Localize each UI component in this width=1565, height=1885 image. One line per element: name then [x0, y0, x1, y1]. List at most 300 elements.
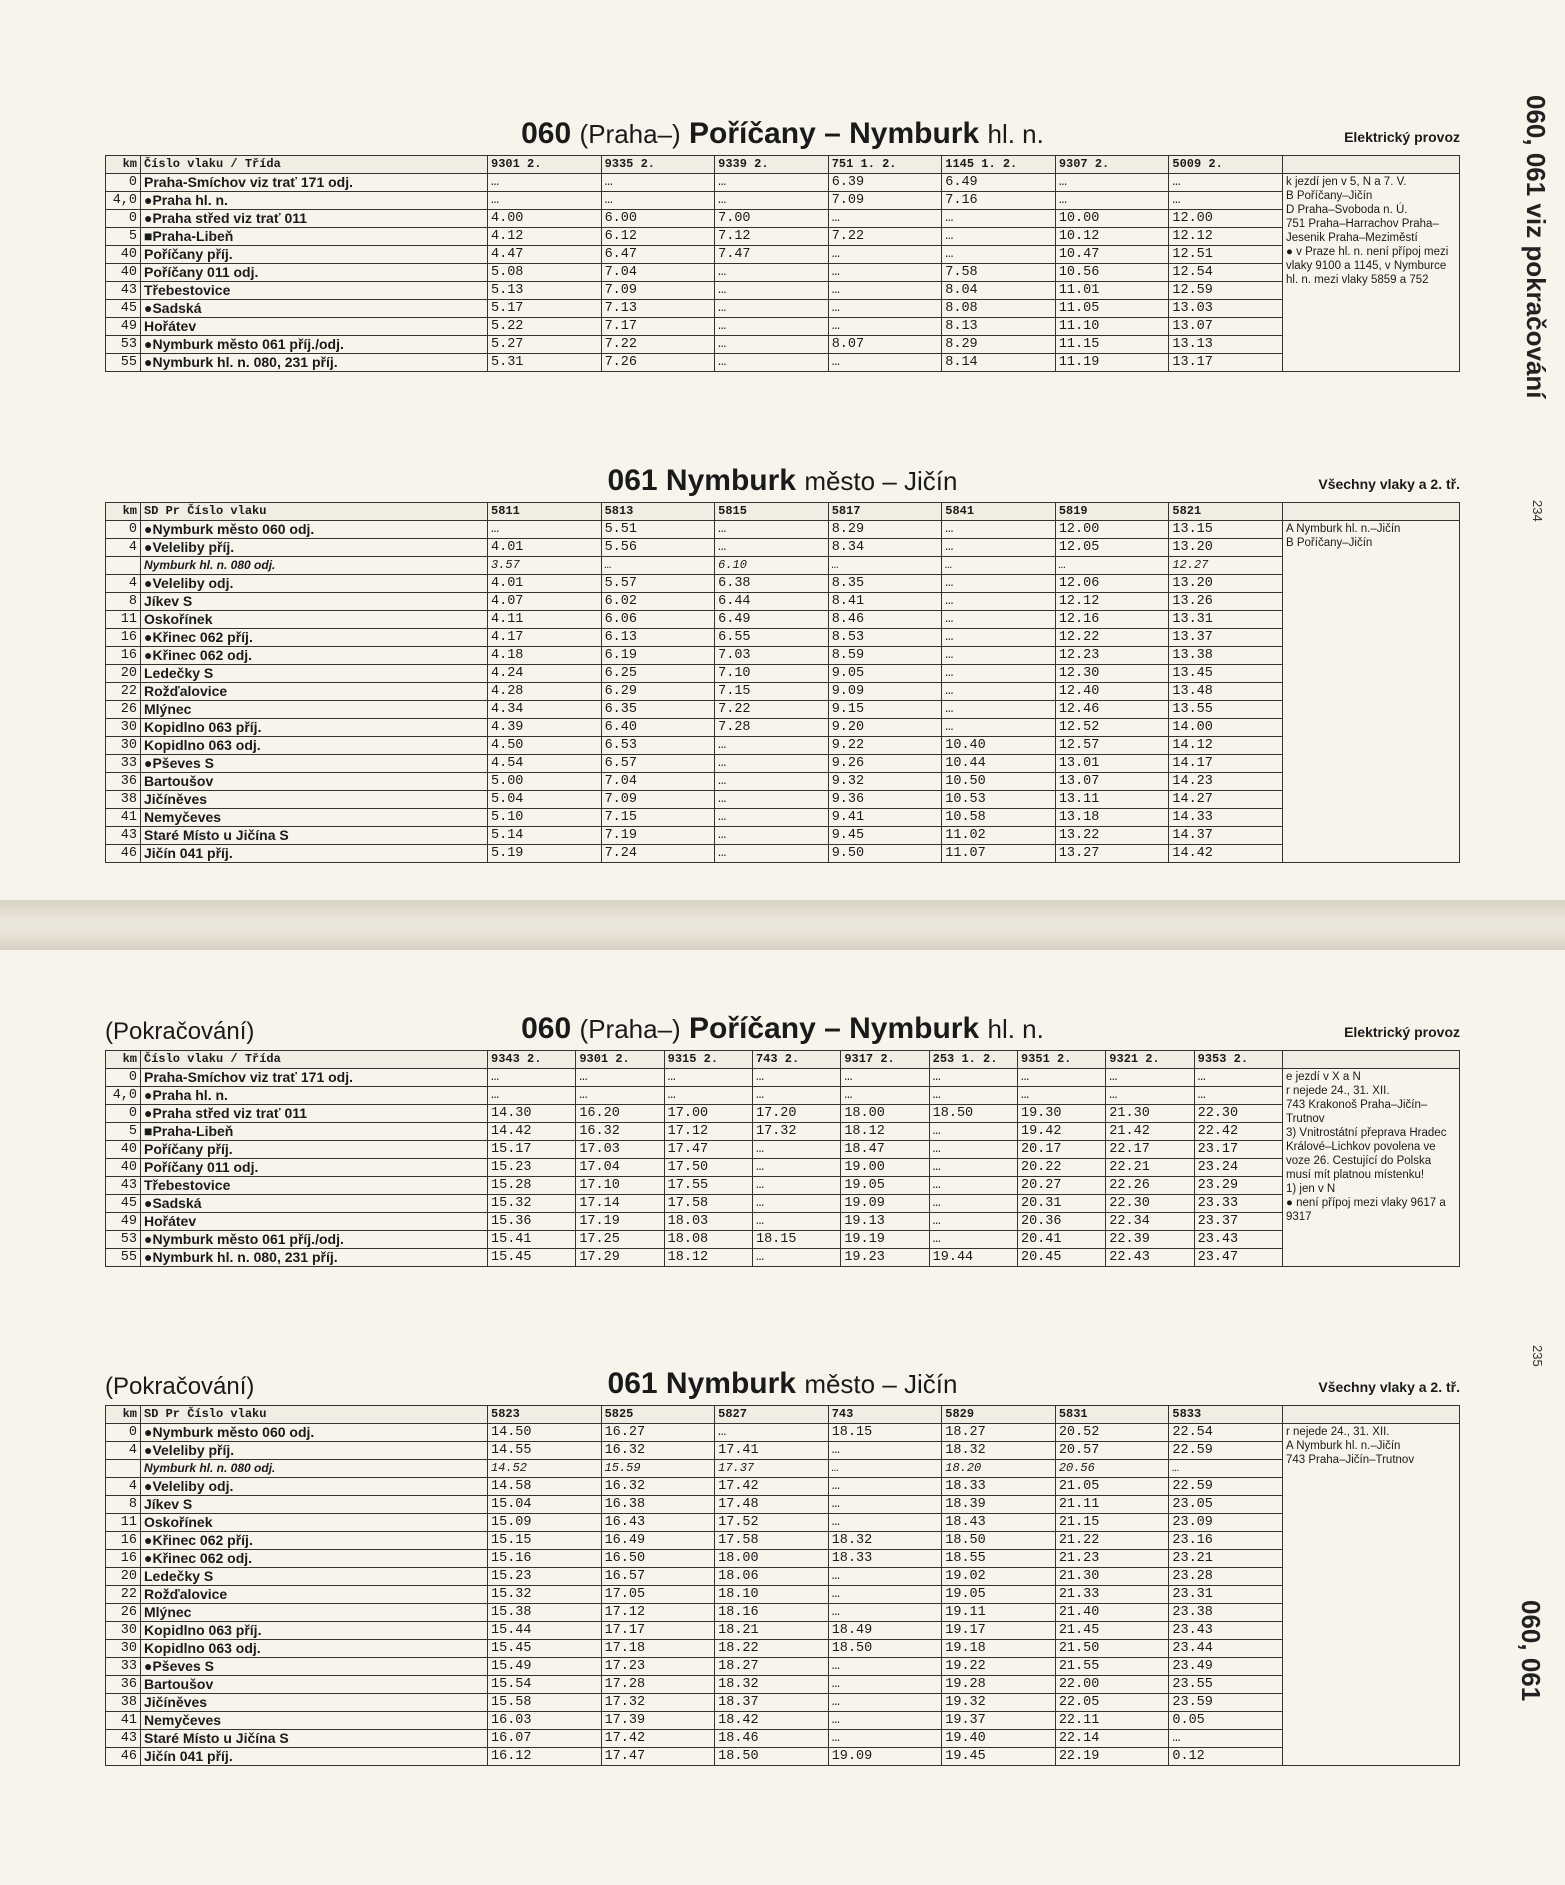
time-cell: 14.23 [1169, 773, 1283, 791]
time-cell: … [942, 719, 1056, 737]
station-name: Kopidlno 063 příj. [141, 719, 488, 737]
station-name: Bartoušov [141, 1676, 488, 1694]
time-cell: 17.04 [576, 1159, 664, 1177]
time-cell: 4.39 [488, 719, 602, 737]
time-cell: 15.44 [488, 1622, 602, 1640]
time-cell: 16.12 [488, 1748, 602, 1766]
time-cell: 17.12 [601, 1604, 715, 1622]
time-cell: 6.47 [601, 246, 715, 264]
time-cell: 9.45 [828, 827, 942, 845]
time-cell: 6.19 [601, 647, 715, 665]
station-name: ●Sadská [141, 1195, 488, 1213]
time-cell: 16.50 [601, 1550, 715, 1568]
time-cell: 23.59 [1169, 1694, 1283, 1712]
time-cell: 9.20 [828, 719, 942, 737]
time-cell: … [929, 1069, 1017, 1087]
time-cell: 15.58 [488, 1694, 602, 1712]
title-main: Nymburk [665, 1367, 796, 1400]
time-cell: 18.12 [841, 1123, 929, 1141]
km-cell: 0 [106, 521, 141, 539]
time-cell: … [828, 1658, 942, 1676]
km-cell: 20 [106, 1568, 141, 1586]
time-cell: … [1017, 1069, 1105, 1087]
time-cell: 18.32 [942, 1442, 1056, 1460]
station-name: ●Praha hl. n. [141, 192, 488, 210]
time-cell: 22.59 [1169, 1442, 1283, 1460]
km-cell: 45 [106, 1195, 141, 1213]
train-number: 9339 2. [715, 156, 829, 174]
km-cell: 55 [106, 1249, 141, 1267]
time-cell: 9.32 [828, 773, 942, 791]
timetable [105, 502, 1460, 863]
time-cell: 8.53 [828, 629, 942, 647]
time-cell: 7.24 [601, 845, 715, 863]
notes-header [1283, 156, 1460, 174]
time-cell: … [929, 1087, 1017, 1105]
time-cell: 10.12 [1055, 228, 1169, 246]
km-cell: 40 [106, 246, 141, 264]
time-cell: 12.22 [1055, 629, 1169, 647]
timetable-row [106, 264, 1460, 282]
section-title [105, 117, 1460, 151]
time-cell: … [828, 300, 942, 318]
time-cell: 5.56 [601, 539, 715, 557]
time-cell: 17.10 [576, 1177, 664, 1195]
time-cell: 0.05 [1169, 1712, 1283, 1730]
time-cell: 19.09 [828, 1748, 942, 1766]
time-cell: … [715, 827, 829, 845]
time-cell: … [828, 354, 942, 372]
train-number: 5827 [715, 1406, 829, 1424]
time-cell: 4.47 [488, 246, 602, 264]
title-main: Poříčany – Nymburk [689, 1012, 980, 1045]
time-cell: … [929, 1195, 1017, 1213]
time-cell: 12.12 [1055, 593, 1169, 611]
time-cell: 14.17 [1169, 755, 1283, 773]
time-cell: 8.14 [942, 354, 1056, 372]
timetable-row [106, 1231, 1460, 1249]
traction-note: Všechny vlaky a 2. tř. [1318, 476, 1460, 492]
timetable-row [106, 282, 1460, 300]
time-cell: 13.55 [1169, 701, 1283, 719]
time-cell: 6.44 [715, 593, 829, 611]
station-name: ●Nymburk hl. n. 080, 231 příj. [141, 1249, 488, 1267]
time-cell: 15.04 [488, 1496, 602, 1514]
train-number: 5009 2. [1169, 156, 1283, 174]
time-cell: 11.07 [942, 845, 1056, 863]
line-number: 061 [607, 464, 658, 497]
km-cell: 41 [106, 1712, 141, 1730]
km-cell: 43 [106, 1177, 141, 1195]
station-name: ●Pševes S [141, 755, 488, 773]
time-cell: … [929, 1213, 1017, 1231]
time-cell: 17.52 [715, 1514, 829, 1532]
time-cell: 22.30 [1106, 1195, 1194, 1213]
time-cell: 18.33 [828, 1550, 942, 1568]
time-cell: … [1169, 1730, 1283, 1748]
timetable-row [106, 647, 1460, 665]
station-name: Jičín 041 příj. [141, 845, 488, 863]
km-cell: 53 [106, 336, 141, 354]
station-name: Poříčany 011 odj. [141, 1159, 488, 1177]
station-name: ●Sadská [141, 300, 488, 318]
time-cell: … [828, 1730, 942, 1748]
time-cell: 13.11 [1055, 791, 1169, 809]
timetable-row [106, 1478, 1460, 1496]
train-number: 253 1. 2. [929, 1051, 1017, 1069]
footnote: ● není přípoj mezi vlaky 9617 a 9317 [1286, 1197, 1446, 1223]
km-header: km [106, 1406, 141, 1424]
footnote: A Nymburk hl. n.–Jičín [1286, 1440, 1401, 1452]
time-cell: 17.42 [715, 1478, 829, 1496]
km-cell: 33 [106, 1658, 141, 1676]
time-cell: 19.37 [942, 1712, 1056, 1730]
time-cell: 6.06 [601, 611, 715, 629]
station-name: Ledečky S [141, 665, 488, 683]
time-cell: 21.30 [1055, 1568, 1169, 1586]
km-cell: 0 [106, 1069, 141, 1087]
time-cell: 17.32 [601, 1694, 715, 1712]
time-cell: 14.12 [1169, 737, 1283, 755]
time-cell: 6.53 [601, 737, 715, 755]
time-cell: 17.23 [601, 1658, 715, 1676]
time-cell: 18.03 [664, 1213, 752, 1231]
time-cell: 7.15 [601, 809, 715, 827]
time-cell: 15.38 [488, 1604, 602, 1622]
km-cell: 20 [106, 665, 141, 683]
time-cell: 18.15 [752, 1231, 840, 1249]
time-cell: 15.32 [488, 1586, 602, 1604]
page-number: 235 [1530, 1345, 1545, 1367]
station-name: Třebestovice [141, 1177, 488, 1195]
time-cell: 7.22 [715, 701, 829, 719]
time-cell: 20.56 [1055, 1460, 1169, 1478]
title-suffix: město – Jičín [804, 1369, 958, 1399]
section-header [105, 1010, 1460, 1050]
time-cell: 16.49 [601, 1532, 715, 1550]
header-row [106, 1051, 1460, 1069]
timetable-row [106, 1568, 1460, 1586]
timetable-row [106, 1177, 1460, 1195]
time-cell: 17.58 [664, 1195, 752, 1213]
time-cell: … [942, 575, 1056, 593]
time-cell: 22.43 [1106, 1249, 1194, 1267]
time-cell: 10.58 [942, 809, 1056, 827]
time-cell: … [942, 539, 1056, 557]
time-cell: 22.17 [1106, 1141, 1194, 1159]
time-cell: … [488, 192, 602, 210]
time-cell: 18.43 [942, 1514, 1056, 1532]
time-cell: … [601, 174, 715, 192]
time-cell: 7.10 [715, 665, 829, 683]
time-cell: 20.17 [1017, 1141, 1105, 1159]
time-cell: 19.13 [841, 1213, 929, 1231]
km-cell [106, 557, 141, 575]
time-cell: 21.33 [1055, 1586, 1169, 1604]
time-cell: 10.53 [942, 791, 1056, 809]
time-cell: … [1169, 174, 1283, 192]
km-cell: 26 [106, 1604, 141, 1622]
time-cell: … [715, 336, 829, 354]
time-cell: 18.50 [942, 1532, 1056, 1550]
time-cell: 9.41 [828, 809, 942, 827]
time-cell: 7.09 [828, 192, 942, 210]
time-cell: 10.50 [942, 773, 1056, 791]
km-cell: 11 [106, 611, 141, 629]
station-name: Kopidlno 063 odj. [141, 1640, 488, 1658]
station-name: Nemyčeves [141, 809, 488, 827]
time-cell: 14.52 [488, 1460, 602, 1478]
train-number: 5831 [1055, 1406, 1169, 1424]
time-cell: 5.13 [488, 282, 602, 300]
timetable-row [106, 1460, 1460, 1478]
time-cell: … [942, 611, 1056, 629]
time-cell: 17.20 [752, 1105, 840, 1123]
station-name: Kopidlno 063 odj. [141, 737, 488, 755]
time-cell: 6.38 [715, 575, 829, 593]
time-cell: … [576, 1069, 664, 1087]
time-cell: 13.22 [1055, 827, 1169, 845]
station-name: Poříčany 011 odj. [141, 264, 488, 282]
time-cell: 23.43 [1169, 1622, 1283, 1640]
time-cell: … [942, 665, 1056, 683]
time-cell: … [752, 1249, 840, 1267]
time-cell: 22.21 [1106, 1159, 1194, 1177]
time-cell: 12.00 [1169, 210, 1283, 228]
time-cell: 14.30 [488, 1105, 576, 1123]
timetable-row [106, 719, 1460, 737]
train-number: 9301 2. [488, 156, 602, 174]
continuation-label: (Pokračování) [105, 1373, 255, 1400]
time-cell: 17.05 [601, 1586, 715, 1604]
train-number: 751 1. 2. [828, 156, 942, 174]
time-cell: 23.37 [1194, 1213, 1282, 1231]
time-cell: … [828, 557, 942, 575]
time-cell: … [715, 354, 829, 372]
time-cell: 4.50 [488, 737, 602, 755]
km-cell: 43 [106, 282, 141, 300]
station-name: Kopidlno 063 příj. [141, 1622, 488, 1640]
time-cell: 17.58 [715, 1532, 829, 1550]
time-cell: … [715, 539, 829, 557]
time-cell: … [752, 1213, 840, 1231]
station-name: Nymburk hl. n. 080 odj. [141, 1460, 488, 1478]
station-name: ●Nymburk město 061 příj./odj. [141, 336, 488, 354]
time-cell: 19.05 [841, 1177, 929, 1195]
title-main: Poříčany – Nymburk [689, 117, 980, 150]
timetable-row [106, 1676, 1460, 1694]
km-cell: 40 [106, 1141, 141, 1159]
station-name: Staré Místo u Jičína S [141, 1730, 488, 1748]
time-cell: … [1017, 1087, 1105, 1105]
time-cell: 6.49 [942, 174, 1056, 192]
time-cell: 7.47 [715, 246, 829, 264]
time-cell: 12.05 [1055, 539, 1169, 557]
time-cell: 10.44 [942, 755, 1056, 773]
time-cell: 23.05 [1169, 1496, 1283, 1514]
time-cell: 15.23 [488, 1159, 576, 1177]
time-cell: 18.06 [715, 1568, 829, 1586]
time-cell: 20.52 [1055, 1424, 1169, 1442]
train-number: 9351 2. [1017, 1051, 1105, 1069]
timetable-row [106, 809, 1460, 827]
time-cell: 7.00 [715, 210, 829, 228]
title-suffix: hl. n. [987, 119, 1044, 149]
train-number: 743 2. [752, 1051, 840, 1069]
timetable-row [106, 1069, 1460, 1087]
timetable-row [106, 701, 1460, 719]
time-cell: 18.55 [942, 1550, 1056, 1568]
time-cell: … [488, 1069, 576, 1087]
time-cell: 15.32 [488, 1195, 576, 1213]
time-cell: 7.03 [715, 647, 829, 665]
time-cell: 19.28 [942, 1676, 1056, 1694]
train-number: 9343 2. [488, 1051, 576, 1069]
time-cell: 7.12 [715, 228, 829, 246]
timetable-row [106, 611, 1460, 629]
notes-header [1283, 503, 1460, 521]
time-cell: 23.47 [1194, 1249, 1282, 1267]
time-cell: 17.18 [601, 1640, 715, 1658]
time-cell: 6.12 [601, 228, 715, 246]
timetable-row [106, 575, 1460, 593]
timetable-row [106, 1424, 1460, 1442]
time-cell: … [841, 1069, 929, 1087]
timetable-row [106, 1249, 1460, 1267]
time-cell: 17.17 [601, 1622, 715, 1640]
time-cell: 13.01 [1055, 755, 1169, 773]
station-name: Praha-Smíchov viz trať 171 odj. [141, 174, 488, 192]
timetable-row [106, 1087, 1460, 1105]
timetable-row [106, 1658, 1460, 1676]
time-cell: 23.43 [1194, 1231, 1282, 1249]
station-name: Mlýnec [141, 701, 488, 719]
time-cell: 17.00 [664, 1105, 752, 1123]
time-cell: 17.39 [601, 1712, 715, 1730]
time-cell: 16.27 [601, 1424, 715, 1442]
time-cell: … [715, 318, 829, 336]
time-cell: 6.40 [601, 719, 715, 737]
station-name: ●Křinec 062 příj. [141, 1532, 488, 1550]
station-name: ●Křinec 062 odj. [141, 647, 488, 665]
time-cell: 13.48 [1169, 683, 1283, 701]
timetable-row [106, 1604, 1460, 1622]
time-cell: 7.28 [715, 719, 829, 737]
section-061-cont [105, 1365, 1460, 1766]
time-cell: 23.28 [1169, 1568, 1283, 1586]
timetable [105, 1050, 1460, 1267]
station-name: Třebestovice [141, 282, 488, 300]
time-cell: 19.32 [942, 1694, 1056, 1712]
traction-note: Všechny vlaky a 2. tř. [1318, 1379, 1460, 1395]
station-name: ●Křinec 062 odj. [141, 1550, 488, 1568]
continuation-label: (Pokračování) [105, 1018, 255, 1045]
time-cell: 15.16 [488, 1550, 602, 1568]
time-cell: 20.27 [1017, 1177, 1105, 1195]
time-cell: 18.46 [715, 1730, 829, 1748]
page-number: 234 [1530, 500, 1545, 522]
station-name: Hořátev [141, 318, 488, 336]
km-cell: 8 [106, 1496, 141, 1514]
time-cell: 7.04 [601, 264, 715, 282]
line-number: 060 [521, 1012, 572, 1045]
time-cell: 5.31 [488, 354, 602, 372]
time-cell: 8.41 [828, 593, 942, 611]
footnote: 3) Vnitrostátní přeprava Hradec Králové–Lichkov povolena ve voze 26. Cestující do Polska musí mít platnou místenku! [1286, 1127, 1447, 1181]
book-gutter [0, 900, 1565, 950]
train-label-header: Číslo vlaku / Třída [141, 156, 488, 174]
time-cell: 8.04 [942, 282, 1056, 300]
km-cell [106, 1460, 141, 1478]
time-cell: 11.02 [942, 827, 1056, 845]
time-cell: … [828, 1442, 942, 1460]
time-cell: 9.36 [828, 791, 942, 809]
time-cell: 12.51 [1169, 246, 1283, 264]
km-cell: 46 [106, 845, 141, 863]
time-cell: 4.12 [488, 228, 602, 246]
km-cell: 0 [106, 174, 141, 192]
timetable-row [106, 210, 1460, 228]
time-cell: 20.36 [1017, 1213, 1105, 1231]
time-cell: 9.15 [828, 701, 942, 719]
station-name: Jičíněves [141, 791, 488, 809]
time-cell: 7.58 [942, 264, 1056, 282]
time-cell: … [828, 1496, 942, 1514]
time-cell: 19.17 [942, 1622, 1056, 1640]
timetable-row [106, 1550, 1460, 1568]
time-cell: … [715, 282, 829, 300]
station-name: Nymburk hl. n. 080 odj. [141, 557, 488, 575]
station-name: Jíkev S [141, 1496, 488, 1514]
time-cell: 4.24 [488, 665, 602, 683]
time-cell: 23.49 [1169, 1658, 1283, 1676]
time-cell: 17.25 [576, 1231, 664, 1249]
time-cell: 6.49 [715, 611, 829, 629]
time-cell: 10.40 [942, 737, 1056, 755]
time-cell: … [828, 210, 942, 228]
timetable-row [106, 1442, 1460, 1460]
station-name: ●Nymburk město 060 odj. [141, 521, 488, 539]
km-cell: 5 [106, 1123, 141, 1141]
time-cell: 14.55 [488, 1442, 602, 1460]
time-cell: … [828, 1514, 942, 1532]
time-cell: 9.22 [828, 737, 942, 755]
time-cell: 16.07 [488, 1730, 602, 1748]
footnotes [1283, 521, 1460, 863]
km-cell: 41 [106, 809, 141, 827]
time-cell: … [488, 521, 602, 539]
title-prefix: (Praha–) [579, 1014, 681, 1044]
time-cell: 4.11 [488, 611, 602, 629]
time-cell: … [841, 1087, 929, 1105]
time-cell: 5.00 [488, 773, 602, 791]
footnote: A Nymburk hl. n.–Jičín [1286, 523, 1401, 535]
time-cell: 23.09 [1169, 1514, 1283, 1532]
km-header: km [106, 1051, 141, 1069]
title-suffix: hl. n. [987, 1014, 1044, 1044]
time-cell: 17.19 [576, 1213, 664, 1231]
time-cell: 15.45 [488, 1640, 602, 1658]
time-cell: … [929, 1177, 1017, 1195]
time-cell: 13.38 [1169, 647, 1283, 665]
station-name: Bartoušov [141, 773, 488, 791]
time-cell: 13.45 [1169, 665, 1283, 683]
timetable-row [106, 665, 1460, 683]
km-cell: 4,0 [106, 192, 141, 210]
km-cell: 40 [106, 264, 141, 282]
km-cell: 40 [106, 1159, 141, 1177]
time-cell: 21.45 [1055, 1622, 1169, 1640]
